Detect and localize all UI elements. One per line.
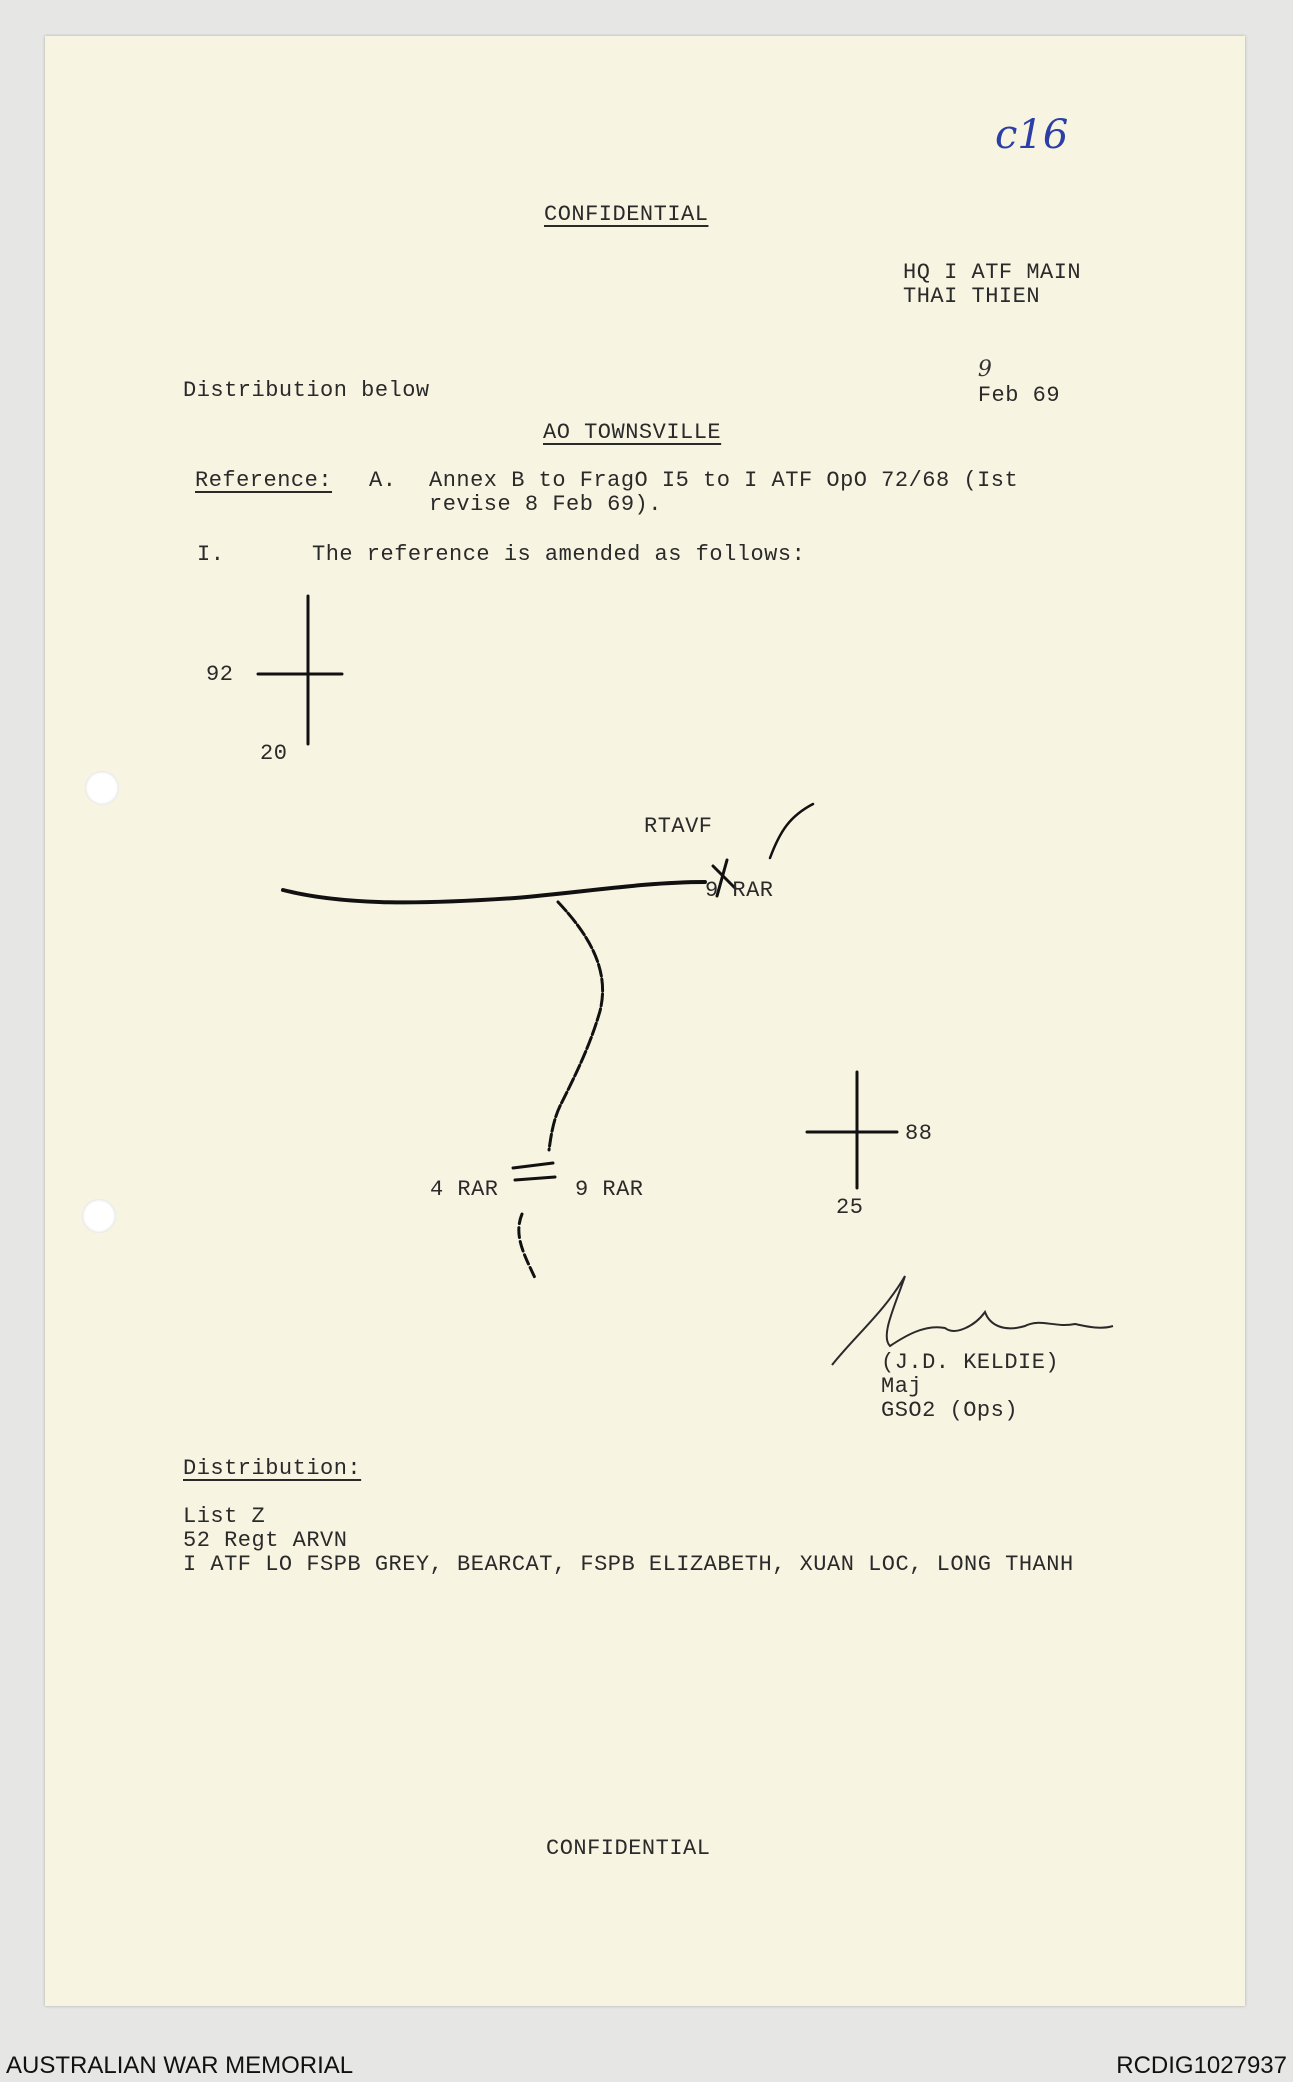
label-rtavf: RTAVF: [644, 814, 713, 839]
date-rest: Feb 69: [977, 383, 1061, 408]
para1-text: The reference is amended as follows:: [312, 542, 806, 567]
reference-label: Reference:: [195, 468, 333, 493]
signatory-name: (J.D. KELDIE): [881, 1350, 1060, 1375]
distribution-line-2: 52 Regt ARVN: [183, 1528, 348, 1553]
distribution-heading: Distribution:: [183, 1456, 362, 1481]
reference-line1: Annex B to FragO I5 to I ATF OpO 72/68 (Ist: [429, 468, 1019, 493]
label-9rar-top: 9 RAR: [705, 878, 774, 903]
document-page: [45, 36, 1245, 2006]
subject-title: AO TOWNSVILLE: [543, 420, 722, 445]
grid-label-25: 25: [836, 1195, 864, 1220]
reference-item: A.: [369, 468, 397, 493]
label-4rar: 4 RAR: [430, 1177, 499, 1202]
classification-bottom: CONFIDENTIAL: [546, 1836, 711, 1861]
distribution-line-3: I ATF LO FSPB GREY, BEARCAT, FSPB ELIZABETH, XUAN LOC, LONG THANH: [183, 1552, 1074, 1577]
handwritten-annotation: c16: [995, 112, 1069, 158]
footer-left: AUSTRALIAN WAR MEMORIAL: [6, 2052, 354, 2079]
grid-label-92: 92: [206, 662, 234, 687]
distribution-line-1: List Z: [183, 1504, 266, 1529]
distribution-below: Distribution below: [183, 378, 430, 403]
footer-right: RCDIG1027937: [1116, 2052, 1287, 2079]
reference-line2: revise 8 Feb 69).: [429, 492, 662, 517]
para1-number: I.: [197, 542, 225, 567]
grid-label-20: 20: [260, 741, 288, 766]
hq-line2: THAI THIEN: [903, 284, 1041, 309]
date-day-handwritten: 9: [977, 357, 993, 382]
signatory-appointment: GSO2 (Ops): [881, 1398, 1019, 1423]
label-9rar-bottom: 9 RAR: [575, 1177, 644, 1202]
classification-top: CONFIDENTIAL: [544, 202, 709, 227]
grid-label-88: 88: [905, 1121, 933, 1146]
signature-scrawl: [45, 36, 1245, 2006]
hq-line1: HQ I ATF MAIN: [903, 260, 1082, 285]
signatory-rank: Maj: [881, 1374, 923, 1399]
